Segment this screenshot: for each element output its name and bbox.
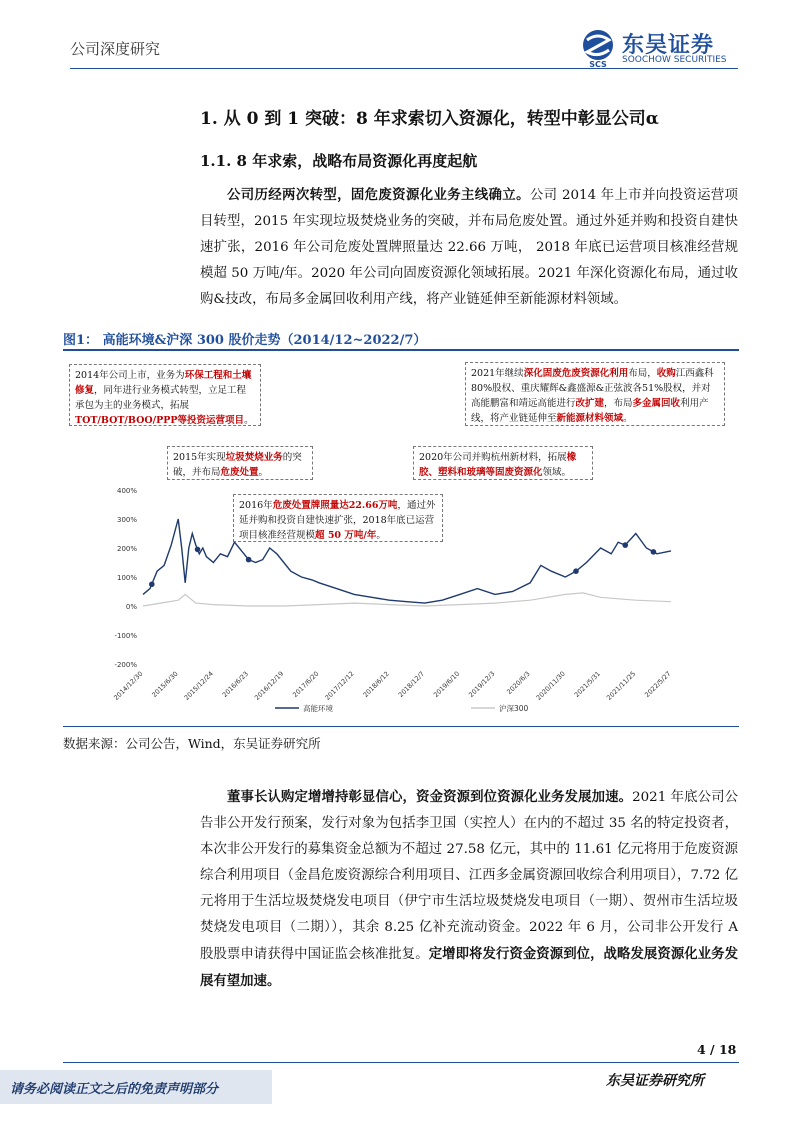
disclaimer-banner [0, 1070, 272, 1104]
logo [578, 28, 738, 68]
x-tick-label: 2021/5/31 [572, 669, 603, 699]
footer-org: 东吴证券研究所 [606, 1073, 704, 1089]
x-tick-label: 2015/6/30 [150, 669, 180, 699]
y-tick-label: 400% [116, 487, 137, 495]
event-marker [622, 542, 628, 548]
logo-mark-text: SCS [589, 60, 607, 68]
x-tick-label: 2019/12/3 [467, 669, 497, 699]
y-tick-label: 100% [116, 574, 137, 582]
callout-2021: 2021年继续深化固废危废资源化利用布局，收购江西鑫科80%股权、重庆耀辉&鑫盛源&正弦波各51%股权，并对高能鹏富和靖远高能进行改扩建，布局多金属回收利用产线，将产业链延伸至新能源材料领域。 [465, 362, 725, 426]
paragraph-2-lead: 董事长认购定增增持彰显信心，资金资源到位资源化业务发展加速。 [227, 789, 633, 805]
callout-2016: 2016年危废处置牌照量达22.66万吨，通过外延并购和投资自建快速扩张，2018年底已运营项目核准经营规模超 50 万吨/年。 [233, 494, 443, 542]
header-rule [70, 68, 738, 69]
x-tick-label: 2017/6/20 [291, 669, 321, 699]
paragraph-2-tail: 定增即将发行资金资源到位，战略发展资源化业务发展有望加速。 [200, 946, 739, 989]
figure-source: 数据来源：公司公告，Wind，东吴证券研究所 [63, 736, 321, 751]
figure-rule-bottom [63, 726, 739, 727]
logo-name: 东吴证券 [622, 33, 715, 58]
paragraph-1-lead: 公司历经两次转型，固危废资源化业务主线确立。 [227, 187, 530, 203]
section-heading: 1. 从 0 到 1 突破：8 年求索切入资源化，转型中彰显公司α [200, 109, 659, 129]
callout-2015: 2015年实现垃圾焚烧业务的突破，并布局危废处置。 [167, 446, 313, 480]
x-tick-label: 2022/5/27 [643, 669, 673, 699]
y-tick-label: -100% [114, 632, 137, 640]
x-tick-label: 2016/12/19 [253, 669, 286, 702]
x-tick-label: 2017/12/12 [323, 669, 356, 702]
event-marker [195, 547, 201, 553]
x-tick-label: 2016/6/23 [220, 669, 251, 699]
header-label: 公司深度研究 [70, 40, 161, 58]
paragraph-2-body: 2021 年底公司公告非公开发行预案，发行对象为包括李卫国（实控人）在内的不超过 35 名的特定投资者，本次非公开发行的募集资金总额为不超过 27.58 亿元，其中的 11.61 亿元将用于危废资源综合利用项目（金昌危废资源综合利用项目、江西多金属资源回收综合利用项目），7.72 亿元将用于生活垃圾焚烧发电项目（伊宁市生活垃圾焚烧发电项目（一期）、贺州市生活垃圾焚烧发电项目（二期）），其余 8.25 亿补充流动资金。2022 年 6 月，公司非公开发行 A 股股票申请获得中国证监会核准批复。 [200, 790, 738, 962]
legend-label-gaoneng: 高能环境 [303, 704, 333, 713]
x-tick-label: 2014/12/30 [112, 669, 145, 702]
y-tick-label: -200% [114, 661, 137, 669]
x-tick-label: 2015/12/24 [182, 669, 215, 702]
y-tick-label: 300% [116, 516, 137, 524]
callout-2020: 2020年公司并购杭州新材料，拓展橡胶、塑料和玻璃等固废资源化领域。 [413, 446, 593, 480]
logo-english: SOOCHOW SECURITIES [622, 55, 727, 65]
paragraph-1 [200, 182, 738, 313]
y-tick-label: 0% [125, 603, 137, 611]
x-tick-label: 2019/6/10 [431, 669, 462, 699]
figure-rule-top [63, 349, 739, 351]
paragraph-1-body: 公司 2014 年上市并向投资运营项目转型，2015 年实现垃圾焚烧业务的突破，并布局危废处置。通过外延并购和投资自建快速扩张，2016 年公司危废处置牌照量达 22.66 万吨， 2018 年底已运营项目核准经营规模超 50 万吨/年。2020 年公司向固废资源化领域拓展。2021 年深化资源化布局，通过收购&技改，布局多金属回收利用产线，将产业链延伸至新能源材料领域。 [200, 188, 738, 307]
subsection-heading: 1.1. 8 年求索，战略布局资源化再度起航 [200, 152, 478, 170]
paragraph-2 [200, 784, 738, 995]
event-marker [651, 549, 657, 555]
figure-title: 图1： 高能环境&沪深 300 股价走势（2014/12~2022/7） [63, 333, 427, 348]
x-tick-label: 2018/6/12 [361, 669, 391, 699]
x-tick-label: 2020/11/30 [534, 669, 567, 702]
disclaimer-text: 请务必阅读正文之后的免责声明部分 [10, 1082, 219, 1097]
footer-rule [63, 1062, 739, 1063]
x-tick-label: 2018/12/7 [396, 669, 427, 699]
event-marker [573, 568, 579, 574]
page-number: 4 / 18 [697, 1042, 737, 1057]
legend-label-hs300: 沪深300 [499, 704, 529, 713]
logo-mark-icon [578, 28, 618, 68]
event-marker [246, 557, 252, 563]
series-line-hs300 [143, 593, 671, 606]
event-marker [149, 581, 155, 587]
x-tick-label: 2021/11/25 [605, 669, 638, 702]
x-tick-label: 2020/6/3 [505, 669, 532, 697]
stock-chart [63, 352, 739, 724]
y-tick-label: 200% [116, 545, 137, 553]
callout-2014: 2014年公司上市，业务为环保工程和土壤修复，同年进行业务模式转型，立足工程承包为主的业务模式，拓展TOT/BOT/BOO/PPP等投资运营项目。 [69, 364, 261, 426]
